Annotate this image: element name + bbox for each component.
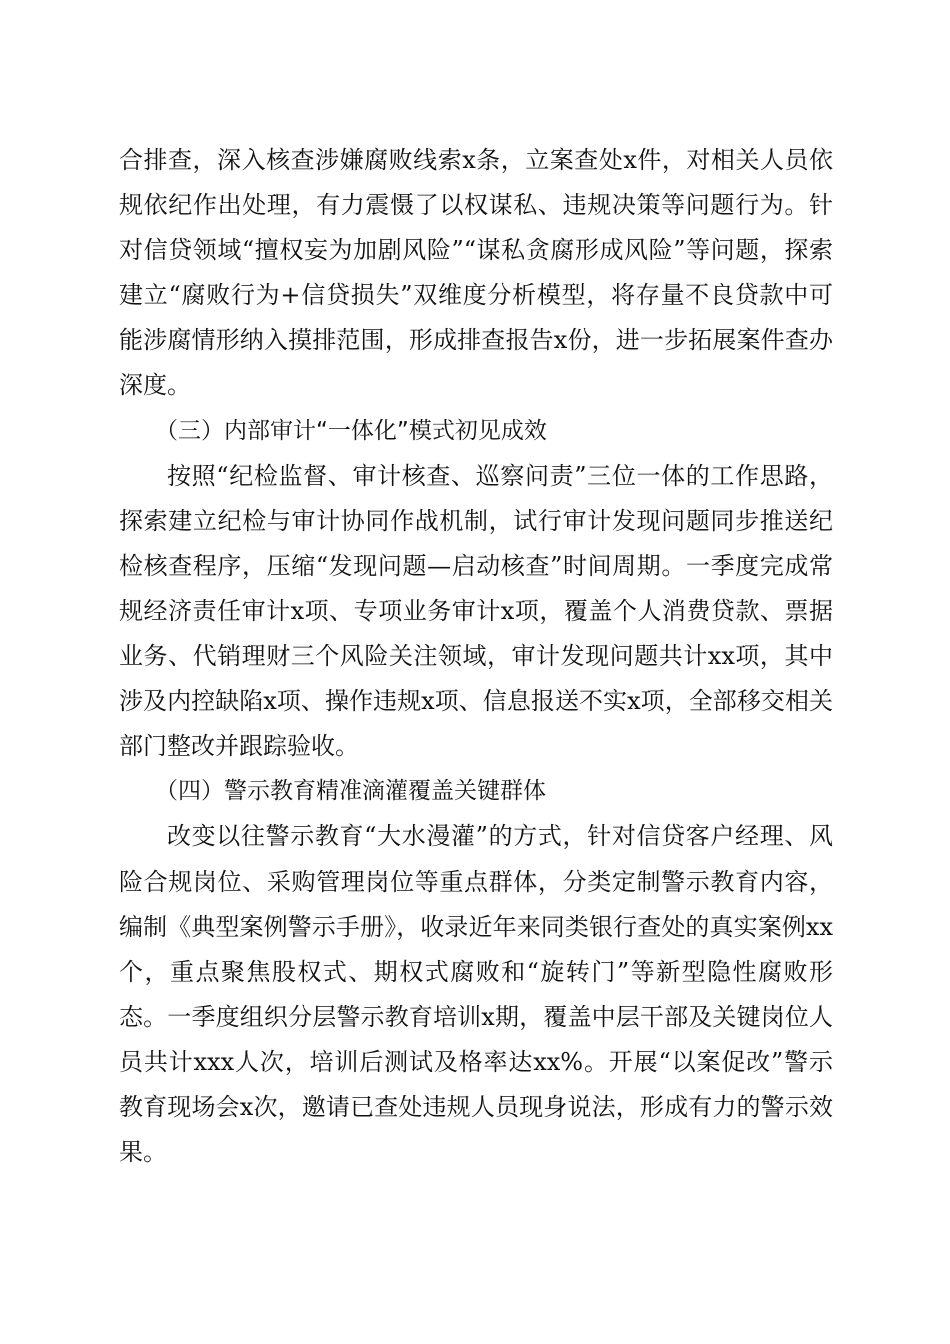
paragraph-continuation: 合排查，深入核查涉嫌腐败线索x条，立案查处x件，对相关人员依规依纪作出处理，有力震慑了以权谋私、违规决策等问题行为。针对信贷领域“擅权妄为加剧风险”“谋私贪腐形成风险”等问题，探索建立“腐败行为+信贷损失”双维度分析模型，将存量不良贷款中可能涉腐情形纳入摸排范围，形成排查报告x份，进一步拓展案件查办深度。: [119, 146, 833, 400]
paragraph-section-3: 按照“纪检监督、审计核查、巡察问责”三位一体的工作思路，探索建立纪检与审计协同作战机制，试行审计发现问题同步推送纪检核查程序，压缩“发现问题—启动核查”时间周期。一季度完成常规经济责任审计x项、专项业务审计x项，覆盖个人消费贷款、票据业务、代销理财三个风险关注领域，审计发现问题共计xx项，其中涉及内控缺陷x项、操作违规x项、信息报送不实x项，全部移交相关部门整改并跟踪验收。: [119, 461, 833, 761]
section-heading-4: （四）警示教育精准滴灌覆盖关键群体: [155, 778, 546, 805]
section-heading-3: （三）内部审计“一体化”模式初见成效: [155, 417, 547, 444]
paragraph-section-4: 改变以往警示教育“大水漫灌”的方式，针对信贷客户经理、风险合规岗位、采购管理岗位等重点群体，分类定制警示教育内容，编制《典型案例警示手册》，收录近年来同类银行查处的真实案例xx个，重点聚焦股权式、期权式腐败和“旋转门”等新型隐性腐败形态。一季度组织分层警示教育培训x期，覆盖中层干部及关键岗位人员共计xxx人次，培训后测试及格率达xx%。开展“以案促改”警示教育现场会x次，邀请已查处违规人员现身说法，形成有力的警示效果。: [119, 822, 833, 1167]
document-body: [119, 138, 833, 1175]
